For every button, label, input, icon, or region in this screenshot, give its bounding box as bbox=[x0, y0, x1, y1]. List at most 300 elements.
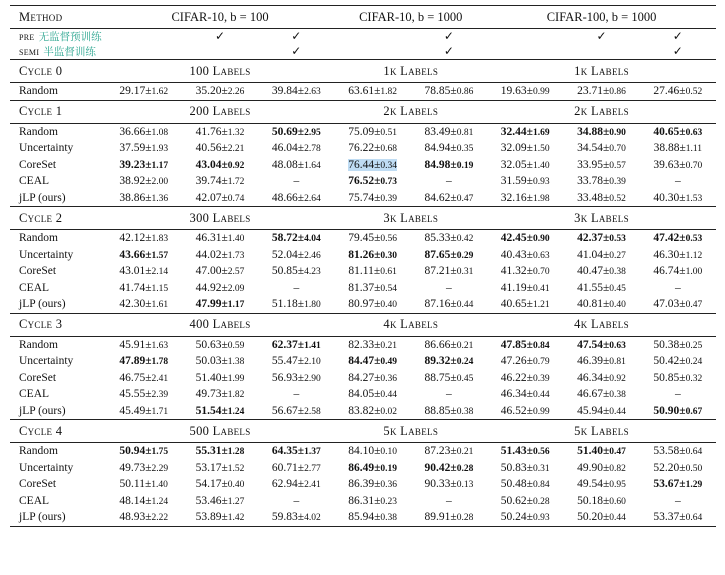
result-value-wrap bbox=[348, 126, 397, 138]
std-value: 0.63 bbox=[685, 127, 703, 138]
result-cell bbox=[334, 230, 410, 247]
plus-minus-sign: ± bbox=[374, 248, 381, 261]
mean-value: 50.20 bbox=[577, 511, 603, 524]
plus-minus-sign: ± bbox=[526, 494, 533, 507]
result-cell bbox=[411, 247, 487, 264]
mean-value: 40.43 bbox=[500, 248, 527, 261]
mean-value: 82.33 bbox=[348, 338, 375, 351]
plus-minus-sign: ± bbox=[374, 461, 381, 474]
plus-minus-sign: ± bbox=[602, 355, 610, 368]
std-value: 1.64 bbox=[304, 160, 321, 171]
result-cell bbox=[563, 403, 639, 420]
result-value-wrap bbox=[675, 175, 681, 187]
plus-minus-sign: ± bbox=[374, 158, 381, 171]
plus-minus-sign: ± bbox=[221, 158, 228, 171]
plus-minus-sign: ± bbox=[450, 461, 457, 474]
result-cell bbox=[487, 296, 563, 313]
mean-value: 34.88 bbox=[577, 125, 603, 138]
result-value-wrap bbox=[196, 249, 245, 261]
std-value: 0.27 bbox=[609, 250, 626, 261]
mean-value: 41.32 bbox=[500, 265, 527, 278]
result-value-wrap bbox=[501, 478, 550, 490]
plus-minus-sign: ± bbox=[679, 445, 686, 458]
std-value: 2.14 bbox=[151, 267, 169, 278]
result-cell bbox=[411, 353, 487, 370]
plus-minus-sign: ± bbox=[145, 404, 152, 417]
cycle-label-count: 1k Labels bbox=[574, 63, 629, 78]
mean-value: 86.66 bbox=[424, 338, 451, 351]
plus-minus-sign: ± bbox=[297, 461, 305, 474]
result-cell bbox=[258, 173, 334, 190]
plus-minus-sign: ± bbox=[145, 85, 152, 98]
mean-value: 47.99 bbox=[195, 298, 222, 311]
result-cell bbox=[563, 460, 639, 477]
plus-minus-sign: ± bbox=[526, 461, 533, 474]
result-value-wrap bbox=[675, 495, 681, 507]
result-value-wrap bbox=[501, 405, 550, 417]
result-cell bbox=[487, 173, 563, 190]
plus-minus-sign: ± bbox=[145, 158, 152, 171]
checkmark-icon bbox=[106, 29, 182, 45]
mean-value: 90.42 bbox=[424, 461, 451, 474]
mean-value: 45.94 bbox=[577, 404, 603, 417]
plus-minus-sign: ± bbox=[374, 371, 381, 384]
plus-minus-sign: ± bbox=[526, 85, 533, 98]
plus-minus-sign: ± bbox=[450, 404, 457, 417]
cycle-header-row bbox=[10, 207, 716, 230]
result-value-wrap bbox=[119, 142, 168, 154]
std-value: 0.49 bbox=[380, 357, 398, 368]
plus-minus-sign: ± bbox=[145, 371, 152, 384]
mean-value: 86.49 bbox=[348, 461, 375, 474]
result-value-wrap bbox=[501, 142, 550, 154]
result-cell bbox=[563, 353, 639, 370]
checkmark-icon: ✓ bbox=[443, 29, 454, 43]
std-value: 0.99 bbox=[532, 87, 550, 98]
result-value-wrap bbox=[119, 405, 168, 417]
result-cell bbox=[182, 157, 258, 174]
plus-minus-sign: ± bbox=[526, 371, 533, 384]
result-cell bbox=[334, 296, 410, 313]
std-value: 0.81 bbox=[609, 357, 626, 368]
std-value: 0.63 bbox=[532, 250, 550, 261]
result-cell bbox=[487, 460, 563, 477]
mean-value: 80.97 bbox=[348, 298, 375, 311]
std-value: 1.83 bbox=[151, 234, 169, 245]
plus-minus-sign: ± bbox=[374, 478, 381, 491]
mean-value: 84.62 bbox=[424, 191, 451, 204]
plus-minus-sign: ± bbox=[221, 404, 228, 417]
result-value-wrap bbox=[577, 388, 626, 400]
result-value-wrap bbox=[119, 495, 168, 507]
checkmark-icon bbox=[487, 29, 563, 45]
result-cell bbox=[640, 336, 716, 353]
mean-value: 53.58 bbox=[653, 445, 680, 458]
mean-value: – bbox=[674, 494, 681, 507]
result-cell bbox=[640, 493, 716, 510]
result-cell bbox=[563, 230, 639, 247]
result-value-wrap bbox=[119, 445, 168, 457]
result-cell bbox=[258, 476, 334, 493]
cycle-title: Cycle 2 bbox=[19, 210, 63, 225]
result-value-wrap bbox=[119, 339, 168, 351]
std-value: 0.23 bbox=[380, 496, 398, 507]
mean-value: 48.93 bbox=[119, 511, 146, 524]
mean-value: 50.69 bbox=[271, 125, 298, 138]
result-value-wrap bbox=[446, 495, 452, 507]
result-cell bbox=[106, 157, 182, 174]
mean-value: 42.45 bbox=[500, 232, 527, 245]
checkmark-icon bbox=[182, 44, 258, 60]
result-cell bbox=[563, 190, 639, 207]
result-value-wrap bbox=[577, 478, 626, 490]
std-value: 0.93 bbox=[532, 513, 550, 524]
result-value-wrap bbox=[348, 388, 397, 400]
result-cell bbox=[106, 263, 182, 280]
result-cell bbox=[334, 83, 410, 101]
cycle-header-row bbox=[10, 60, 716, 83]
group-header-cifar100-b1000: CIFAR-100, b = 1000 bbox=[546, 9, 657, 24]
result-value-wrap bbox=[119, 372, 168, 384]
mean-value: 50.38 bbox=[653, 338, 680, 351]
std-value: 0.90 bbox=[532, 234, 550, 245]
checkmark-icon: ✓ bbox=[214, 29, 226, 43]
result-cell bbox=[182, 336, 258, 353]
std-value: 1.37 bbox=[304, 447, 321, 458]
mean-value: – bbox=[293, 175, 300, 188]
result-value-wrap bbox=[272, 478, 321, 490]
result-cell bbox=[487, 190, 563, 207]
result-cell bbox=[411, 443, 487, 460]
result-value-wrap bbox=[272, 511, 321, 523]
result-cell bbox=[487, 83, 563, 101]
std-value: 1.69 bbox=[532, 127, 550, 138]
result-value-wrap bbox=[425, 339, 474, 351]
std-value: 1.71 bbox=[151, 406, 169, 417]
plus-minus-sign: ± bbox=[145, 191, 152, 204]
result-cell bbox=[411, 493, 487, 510]
mean-value: 78.85 bbox=[424, 85, 451, 98]
mean-value: 64.35 bbox=[271, 445, 298, 458]
std-value: 1.50 bbox=[532, 144, 550, 155]
plus-minus-sign: ± bbox=[526, 355, 533, 368]
plus-minus-sign: ± bbox=[297, 445, 305, 458]
result-value-wrap bbox=[196, 282, 245, 294]
result-cell bbox=[411, 403, 487, 420]
table-row bbox=[10, 157, 716, 174]
result-value-wrap bbox=[196, 462, 245, 474]
semi-handwritten-annotation: 半监督训练 bbox=[43, 46, 96, 58]
mean-value: 55.47 bbox=[271, 355, 298, 368]
result-cell bbox=[563, 140, 639, 157]
mean-value: 41.04 bbox=[577, 248, 603, 261]
result-value-wrap bbox=[425, 355, 474, 367]
result-cell bbox=[258, 230, 334, 247]
plus-minus-sign: ± bbox=[297, 191, 305, 204]
plus-minus-sign: ± bbox=[221, 445, 228, 458]
mean-value: 85.33 bbox=[424, 232, 451, 245]
method-name: Uncertainty bbox=[19, 142, 74, 155]
result-value-wrap bbox=[196, 372, 245, 384]
std-value: 0.82 bbox=[609, 463, 626, 474]
result-cell bbox=[487, 247, 563, 264]
std-value: 2.90 bbox=[304, 373, 321, 384]
result-value-wrap bbox=[425, 405, 474, 417]
cycle-label-count: 4k Labels bbox=[383, 317, 439, 331]
result-cell bbox=[106, 247, 182, 264]
mean-value: 33.95 bbox=[577, 158, 603, 171]
plus-minus-sign: ± bbox=[221, 298, 228, 311]
mean-value: 51.54 bbox=[195, 404, 222, 417]
std-value: 1.17 bbox=[151, 160, 169, 171]
result-value-wrap bbox=[272, 249, 321, 261]
cycle-label-count: 5k Labels bbox=[383, 423, 439, 438]
std-value: 2.41 bbox=[151, 373, 169, 384]
header-row bbox=[10, 6, 716, 29]
cycle-label-count: 2k Labels bbox=[574, 104, 629, 118]
mean-value: 47.42 bbox=[653, 232, 680, 245]
result-value-wrap bbox=[348, 249, 397, 261]
plus-minus-sign: ± bbox=[602, 388, 610, 401]
std-value: 1.15 bbox=[151, 283, 169, 294]
mean-value: 79.45 bbox=[348, 232, 375, 245]
result-value-wrap bbox=[272, 298, 321, 310]
result-value-wrap bbox=[272, 339, 321, 351]
mean-value: 42.12 bbox=[119, 232, 146, 245]
cycle-header-row bbox=[10, 420, 716, 443]
plus-minus-sign: ± bbox=[297, 265, 305, 278]
std-value: 0.34 bbox=[380, 160, 398, 171]
std-value: 0.39 bbox=[532, 373, 550, 384]
std-value: 1.82 bbox=[227, 390, 245, 401]
table-row bbox=[10, 509, 716, 526]
plus-minus-sign: ± bbox=[526, 265, 533, 278]
std-value: 0.73 bbox=[380, 177, 398, 188]
plus-minus-sign: ± bbox=[297, 511, 305, 524]
result-cell bbox=[640, 123, 716, 140]
result-value-wrap bbox=[119, 126, 168, 138]
result-cell bbox=[106, 280, 182, 297]
result-cell bbox=[563, 173, 639, 190]
result-value-wrap bbox=[425, 478, 474, 490]
result-value-wrap bbox=[653, 372, 702, 384]
result-value-wrap bbox=[577, 495, 626, 507]
result-value-wrap bbox=[501, 126, 550, 138]
std-value: 2.77 bbox=[304, 463, 321, 474]
result-value-wrap bbox=[501, 85, 550, 97]
result-cell bbox=[563, 386, 639, 403]
result-value-wrap bbox=[446, 282, 452, 294]
plus-minus-sign: ± bbox=[602, 142, 610, 155]
mean-value: 85.94 bbox=[348, 511, 375, 524]
result-cell bbox=[563, 247, 639, 264]
result-cell bbox=[334, 140, 410, 157]
mean-value: 87.21 bbox=[424, 265, 451, 278]
std-value: 2.46 bbox=[304, 250, 321, 261]
mean-value: – bbox=[446, 175, 452, 188]
plus-minus-sign: ± bbox=[145, 125, 152, 138]
result-value-wrap bbox=[196, 478, 245, 490]
std-value: 0.44 bbox=[456, 300, 474, 311]
mean-value: 45.55 bbox=[119, 388, 146, 401]
std-value: 0.40 bbox=[609, 300, 626, 311]
std-value: 0.38 bbox=[609, 267, 626, 278]
table-row bbox=[10, 370, 716, 387]
cycle-header-row bbox=[10, 100, 716, 123]
std-value: 0.31 bbox=[532, 463, 550, 474]
mean-value: 83.82 bbox=[348, 404, 375, 417]
mean-value: 33.48 bbox=[577, 191, 603, 204]
semi-flag-row bbox=[10, 44, 716, 60]
std-value: 1.93 bbox=[151, 144, 169, 155]
result-cell bbox=[640, 83, 716, 101]
result-cell bbox=[487, 386, 563, 403]
plus-minus-sign: ± bbox=[145, 175, 152, 188]
mean-value: 19.63 bbox=[500, 85, 527, 98]
plus-minus-sign: ± bbox=[221, 478, 228, 491]
result-cell bbox=[411, 83, 487, 101]
result-value-wrap bbox=[348, 445, 397, 457]
std-value: 1.11 bbox=[685, 144, 703, 155]
std-value: 0.41 bbox=[532, 283, 550, 294]
result-cell bbox=[106, 493, 182, 510]
plus-minus-sign: ± bbox=[450, 371, 457, 384]
std-value: 0.56 bbox=[380, 234, 398, 245]
std-value: 1.00 bbox=[685, 267, 703, 278]
std-value: 2.26 bbox=[227, 87, 245, 98]
std-value: 0.38 bbox=[380, 513, 398, 524]
std-value: 1.36 bbox=[151, 193, 169, 204]
mean-value: 86.39 bbox=[348, 478, 375, 491]
result-value-wrap bbox=[196, 405, 245, 417]
mean-value: 46.67 bbox=[577, 388, 603, 401]
plus-minus-sign: ± bbox=[145, 298, 152, 311]
plus-minus-sign: ± bbox=[145, 511, 152, 524]
plus-minus-sign: ± bbox=[526, 388, 533, 401]
result-cell bbox=[106, 443, 182, 460]
result-value-wrap bbox=[577, 462, 626, 474]
mean-value: – bbox=[446, 388, 452, 401]
result-value-wrap bbox=[196, 159, 245, 171]
std-value: 2.09 bbox=[227, 283, 245, 294]
std-value: 2.21 bbox=[227, 144, 245, 155]
result-value-wrap bbox=[653, 462, 702, 474]
std-value: 0.36 bbox=[380, 373, 398, 384]
result-cell bbox=[182, 370, 258, 387]
std-value: 0.19 bbox=[456, 160, 474, 171]
std-value: 0.24 bbox=[456, 357, 474, 368]
mean-value: 51.40 bbox=[195, 371, 222, 384]
std-value: 0.70 bbox=[609, 144, 626, 155]
result-value-wrap bbox=[196, 232, 245, 244]
result-value-wrap bbox=[653, 298, 702, 310]
result-value-wrap bbox=[348, 511, 397, 523]
std-value: 0.57 bbox=[609, 160, 626, 171]
result-value-wrap bbox=[653, 85, 702, 97]
std-value: 0.86 bbox=[609, 87, 626, 98]
method-name: CEAL bbox=[19, 281, 50, 294]
cycle-title: Cycle 3 bbox=[19, 317, 63, 331]
mean-value: – bbox=[293, 281, 300, 294]
plus-minus-sign: ± bbox=[679, 511, 686, 524]
result-cell bbox=[106, 353, 182, 370]
result-value-wrap bbox=[577, 339, 626, 351]
std-value: 0.47 bbox=[685, 300, 703, 311]
std-value: 0.99 bbox=[532, 406, 550, 417]
plus-minus-sign: ± bbox=[221, 142, 228, 155]
result-value-wrap bbox=[196, 445, 245, 457]
mean-value: 50.03 bbox=[195, 355, 222, 368]
result-cell bbox=[334, 370, 410, 387]
result-cell bbox=[182, 123, 258, 140]
result-value-wrap bbox=[272, 265, 321, 277]
mean-value: 34.54 bbox=[577, 142, 603, 155]
plus-minus-sign: ± bbox=[221, 355, 228, 368]
pre-flag-label: pre bbox=[19, 31, 35, 43]
plus-minus-sign: ± bbox=[602, 125, 610, 138]
result-cell bbox=[640, 460, 716, 477]
mean-value: 50.11 bbox=[119, 478, 145, 491]
result-value-wrap bbox=[675, 282, 681, 294]
result-cell bbox=[182, 403, 258, 420]
mean-value: 50.94 bbox=[119, 445, 146, 458]
result-cell bbox=[258, 493, 334, 510]
result-value-wrap bbox=[196, 298, 245, 310]
mean-value: 75.09 bbox=[348, 125, 375, 138]
std-value: 0.28 bbox=[532, 496, 550, 507]
method-name: CoreSet bbox=[19, 265, 57, 278]
std-value: 2.78 bbox=[304, 144, 321, 155]
result-cell bbox=[258, 247, 334, 264]
plus-minus-sign: ± bbox=[221, 175, 228, 188]
table-row bbox=[10, 386, 716, 403]
plus-minus-sign: ± bbox=[679, 371, 686, 384]
plus-minus-sign: ± bbox=[602, 461, 610, 474]
std-value: 1.53 bbox=[685, 193, 703, 204]
result-cell bbox=[334, 509, 410, 526]
result-value-wrap bbox=[501, 372, 550, 384]
method-name: jLP (ours) bbox=[19, 298, 66, 311]
mean-value: 41.19 bbox=[500, 281, 527, 294]
plus-minus-sign: ± bbox=[679, 461, 686, 474]
mean-value: 27.46 bbox=[653, 85, 680, 98]
method-name: Random bbox=[19, 445, 58, 458]
plus-minus-sign: ± bbox=[450, 125, 457, 138]
plus-minus-sign: ± bbox=[374, 281, 381, 294]
plus-minus-sign: ± bbox=[602, 298, 610, 311]
result-value-wrap bbox=[293, 388, 299, 400]
result-cell bbox=[487, 336, 563, 353]
mean-value: – bbox=[446, 281, 452, 294]
result-cell bbox=[563, 157, 639, 174]
std-value: 0.51 bbox=[380, 127, 398, 138]
std-value: 1.12 bbox=[685, 250, 703, 261]
mean-value: 51.18 bbox=[271, 298, 298, 311]
result-cell bbox=[258, 353, 334, 370]
table-row bbox=[10, 140, 716, 157]
plus-minus-sign: ± bbox=[526, 478, 533, 491]
std-value: 2.00 bbox=[151, 177, 169, 188]
result-value-wrap bbox=[501, 355, 550, 367]
result-value-wrap bbox=[348, 175, 397, 187]
mean-value: 62.37 bbox=[271, 338, 298, 351]
result-cell bbox=[182, 476, 258, 493]
mean-value: 62.94 bbox=[271, 478, 298, 491]
method-name: Random bbox=[19, 85, 58, 98]
plus-minus-sign: ± bbox=[526, 404, 533, 417]
plus-minus-sign: ± bbox=[602, 191, 610, 204]
plus-minus-sign: ± bbox=[602, 511, 610, 524]
